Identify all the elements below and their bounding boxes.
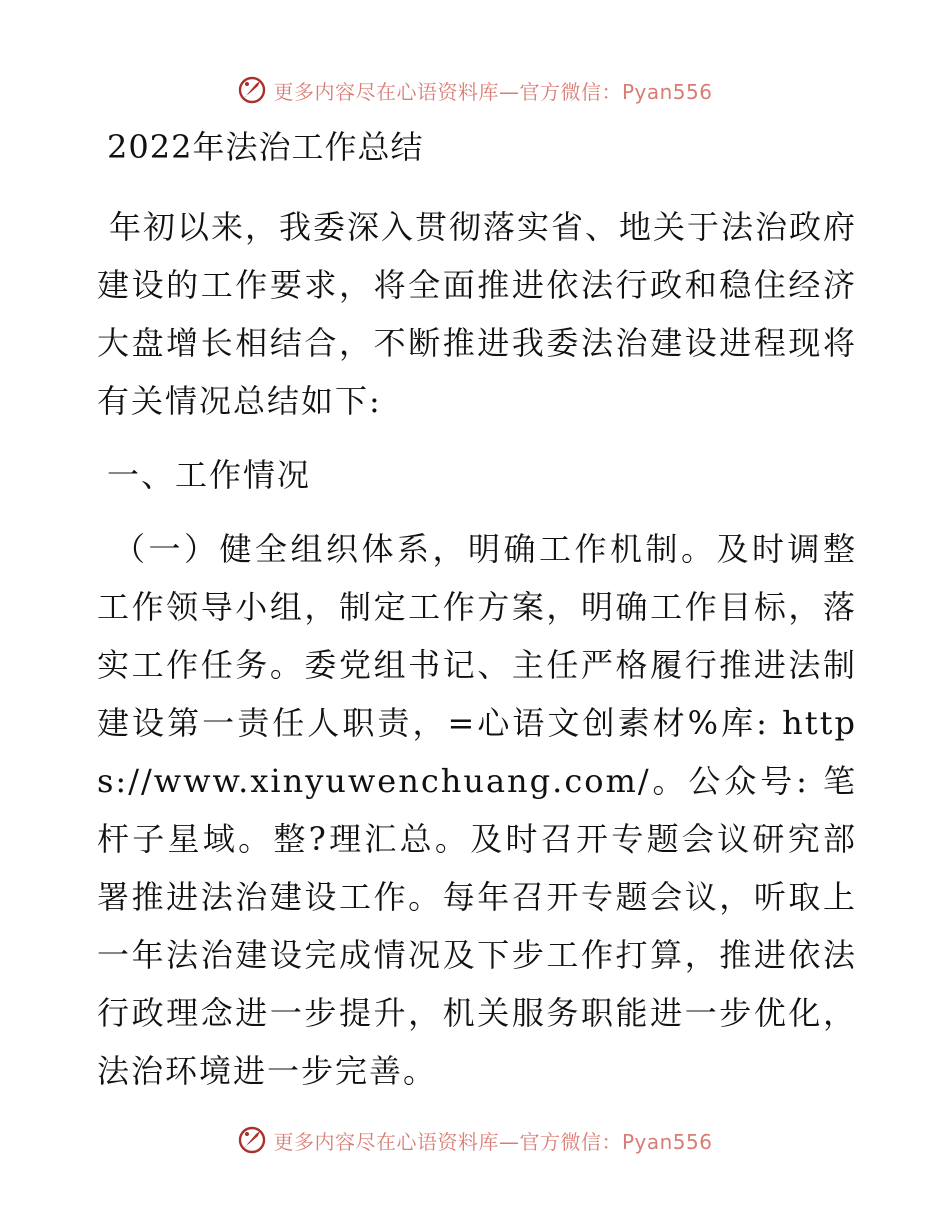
section-heading: 一、工作情况 [107, 456, 312, 494]
header-watermark-banner [0, 70, 950, 110]
document-title: 2022年法治工作总结 [107, 128, 424, 166]
body-paragraph: （一）健全组织体系，明确工作机制。及时调整工作领导小组，制定工作方案，明确工作目标，落实工作任务。委党组书记、主任严格履行推进法制建设第一责任人职责，=心语文创素材%库: https://www.xinyuwenchuang.com/。公众号: 笔杆子星域。整?理汇总。及时召开专题会议研究部署推进法治建设工作。每年召开专题会议，听取上一年法治建设完成情况及下步工作打算，推进依法行政理念进一步提升，机关服务职能进一步优化，法治环境进一步完善。 [97, 530, 857, 1090]
quill-circle-logo-icon [237, 75, 267, 105]
header-watermark-text: 更多内容尽在心语资料库—官方微信：Pyan556 [273, 79, 713, 104]
intro-paragraph: 年初以来，我委深入贯彻落实省、地关于法治政府建设的工作要求，将全面推进依法行政和稳住经济大盘增长相结合，不断推进我委法治建设进程现将有关情况总结如下: [97, 208, 858, 420]
quill-circle-logo-icon [237, 1125, 267, 1155]
document-body [97, 124, 857, 1100]
footer-watermark-text: 更多内容尽在心语资料库—官方微信：Pyan556 [273, 1129, 713, 1154]
footer-watermark-banner [0, 1120, 950, 1160]
